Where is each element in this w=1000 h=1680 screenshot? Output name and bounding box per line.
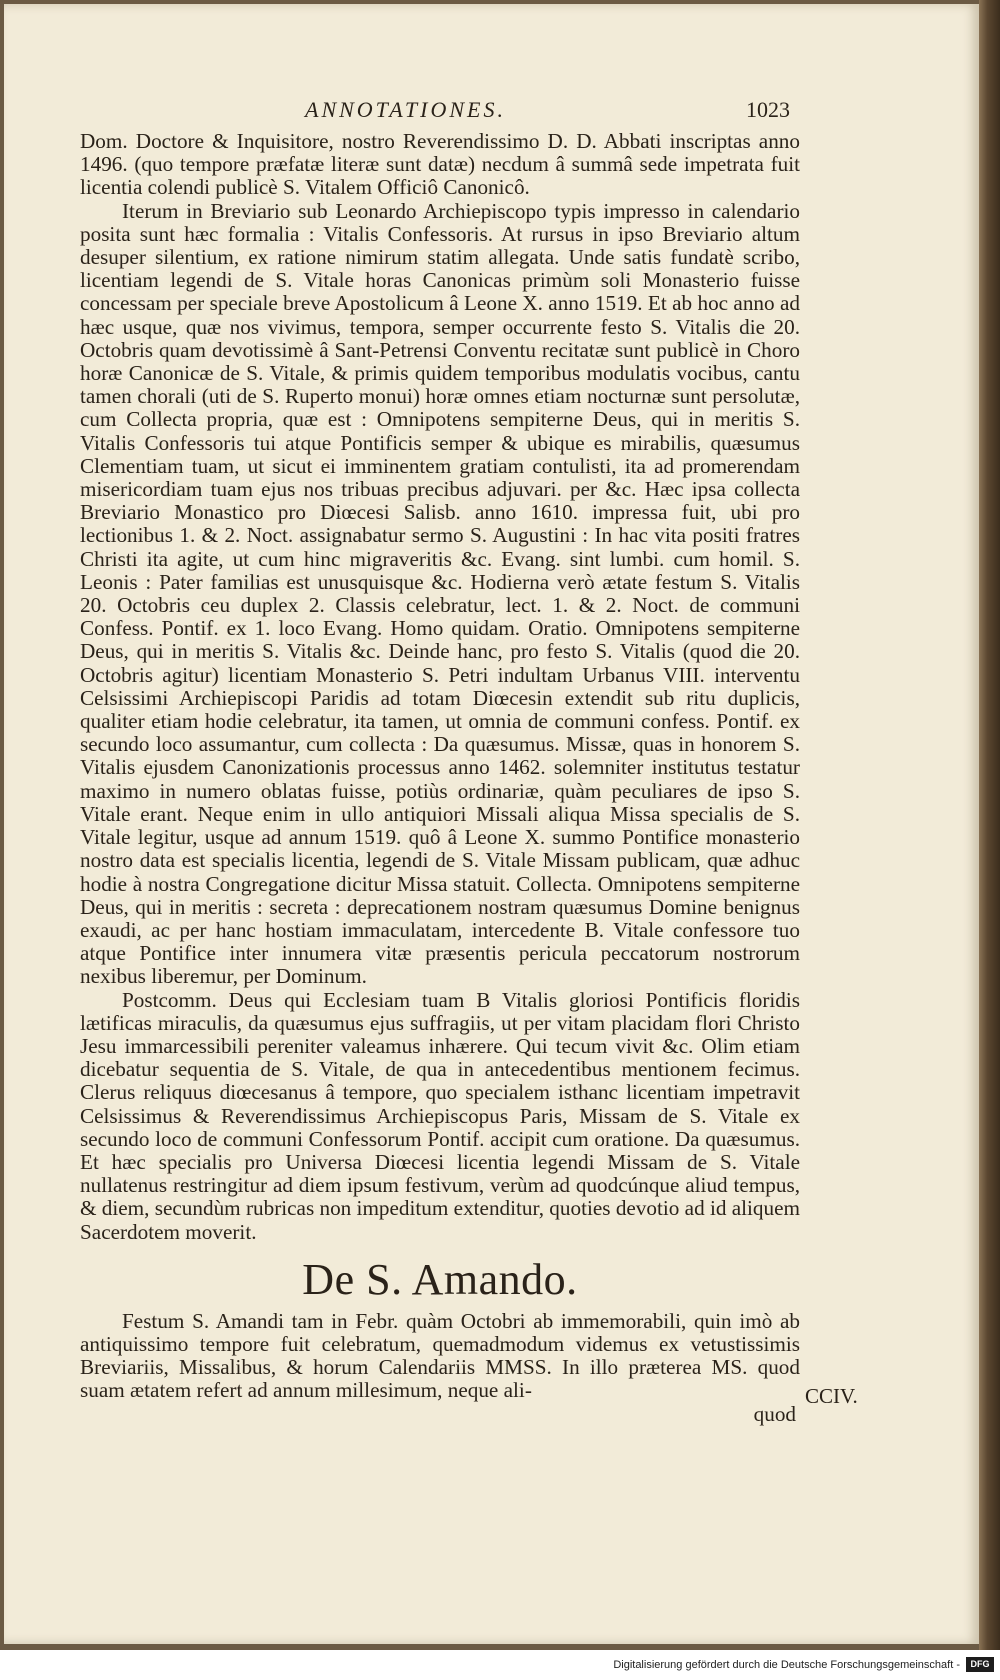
page-header [80,98,800,128]
dfg-logo-icon: DFG [966,1657,994,1672]
page-text-block [80,98,800,1426]
digitization-credit: Digitalisierung gefördert durch die Deutsche Forschungsgemeinschaft - [613,1659,960,1671]
paragraph-2: Iterum in Breviario sub Leonardo Archiepiscopo typis impresso in calendario posita sunt hæc formalia : Vitalis Confessoris. At rursus in ipso Breviario altum desuper silentium, ex ratione nimirum statim allegata. Unde satis fundatè scribo, licentiam legendi de S. Vitale horas Canonicas primùm soli Monasterio fuisse concessam per speciale breve Apostolicum â Leone X. anno 1519. Et ab hoc anno ad hæc usque, quæ nos vivimus, tempora, semper occurrente festo S. Vitalis die 20. Octobris quam devotissimè â Sant-Petrensi Conventu recitatæ sunt publicè in Choro horæ Canonicæ de S. Vitale, & primis quidem temporibus modulatis vocibus, cantu tamen chorali (uti de S. Ruperto monui) horæ omnes etiam nocturnæ sunt persolutæ, cum Collecta propria, quæ est : Omnipotens sempiterne Deus, qui in meritis S. Vitalis Confessoris tui atque Pontificis semper & ubique es mirabilis, quæsumus Clementiam tuam, ut sicut ei imminentem gratiam contulisti, ita ad promerendam misericordiam tuam ejus nos tribuas precibus adjuvari. per &c. Hæc ipsa collecta Breviario Monastico pro Diœcesi Salisb. anno 1610. impressa fuit, ubi pro lectionibus 1. & 2. Noct. assignabatur sermo S. Augustini : In hac vita positi fratres Christi ita agite, ut cum hinc migraveritis &c. Evang. sint lumbi. cum homil. S. Leonis : Pater familias est unusquisque &c. Hodierna verò ætate festum S. Vitalis 20. Octobris ceu duplex 2. Classis celebratur, lect. 1. & 2. Noct. de communi Confess. Pontif. ex 1. loco Evang. Homo quidam. Oratio. Omnipotens sempiterne Deus, qui in meritis S. Vitalis &c. Deinde hanc, pro festo S. Vitalis (quod die 20. Octobris agitur) licentiam Monasterio S. Petri indultam Urbanus VIII. interventu Celsissimi Archiepiscopi Paridis ad totam Diœcesin extendit sub ritu duplicis, qualiter etiam hodie celebratur, ita tamen, ut omnia de communi confess. Pontif. ex secundo loco assumantur, cum collecta : Da quæsumus. Missæ, quas in honorem S. Vitalis ejusdem Canonizationis processus anno 1462. solemniter institutus testatur maximo in numero oblatas fuisse, potiùs ordinariæ, quàm peculiares de ipso S. Vitale erant. Neque enim in ullo antiquiori Missali aliqua Missa specialis de S. Vitale legitur, usque ad annum 1519. quô â Leone X. summo Pontifice monasterio nostro data est specialis licentia, legendi de S. Vitale Missam publicam, quæ adhuc hodie à nostra Congregatione dicitur Missa statuit. Collecta. Omnipotens sempiterne Deus, qui in meritis : secreta : deprecationem nostram quæsumus Domine benignus exaudi, ac per hanc hostiam immaculatam, intercedente B. Vitale confessore tuo atque Pontifice inter innumera vitæ præsentis pericula peccatorum nostrorum nexibus liberemur, per Dominum. [80,198,800,989]
page-edge [979,0,1000,1650]
paragraph-1: Dom. Doctore & Inquisitore, nostro Reverendissimo D. D. Abbati inscriptas anno 1496. (quo tempore præfatæ literæ sunt datæ) necdum â summâ sede impetrata fuit licentia colendi publicè S. Vitalem Officiô Canonicô. [80,129,800,200]
footer-bar [0,1650,1000,1680]
section-paragraph: Festum S. Amandi tam in Febr. quàm Octobri ab immemorabili, quin imò ab antiquissimo tempore fuit celebratum, quemadmodum videmus ex vetustissimis Breviariis, Missalibus, & horum Calendariis MMSS. In illo præterea MS. quod suam ætatem refert ad annum millesimum, neque ali- [80,1308,800,1403]
margin-number: CCIV. [805,1384,858,1408]
running-title: ANNOTATIONES. [305,97,506,122]
page-number: 1023 [746,97,790,122]
section-title: De S. Amando. [302,1254,578,1304]
catchword: quod [753,1401,796,1426]
paragraph-3: Postcomm. Deus qui Ecclesiam tuam B Vitalis gloriosi Pontificis floridis lætificas miraculis, da quæsumus ejus suffragiis, ut per vitam placidam flori Christo Jesu immarcessibili pereniter valeamus inhærere. Qui tecum vivit &c. Olim etiam dicebatur sequentia de S. Vitale, de qua in antecedentibus mentionem fecimus. Clerus reliquus diœcesanus â tempore, quo specialem isthanc licentiam impetravit Celsissimus & Reverendissimus Archiepiscopus Paris, Missam de S. Vitale ex secundo loco de communi Confessorum Pontif. accipit cum oratione. Da quæsumus. Et hæc specialis pro Universa Diœcesi licentia legendi Missam de S. Vitale nullatenus restringitur ad diem ipsum festivum, verùm ad quodcúnque aliud tempus, & diem, secundùm rubricas non impeditum extenditur, quoties devotio ad id aliquem Sacerdotem moverit. [80,987,800,1244]
